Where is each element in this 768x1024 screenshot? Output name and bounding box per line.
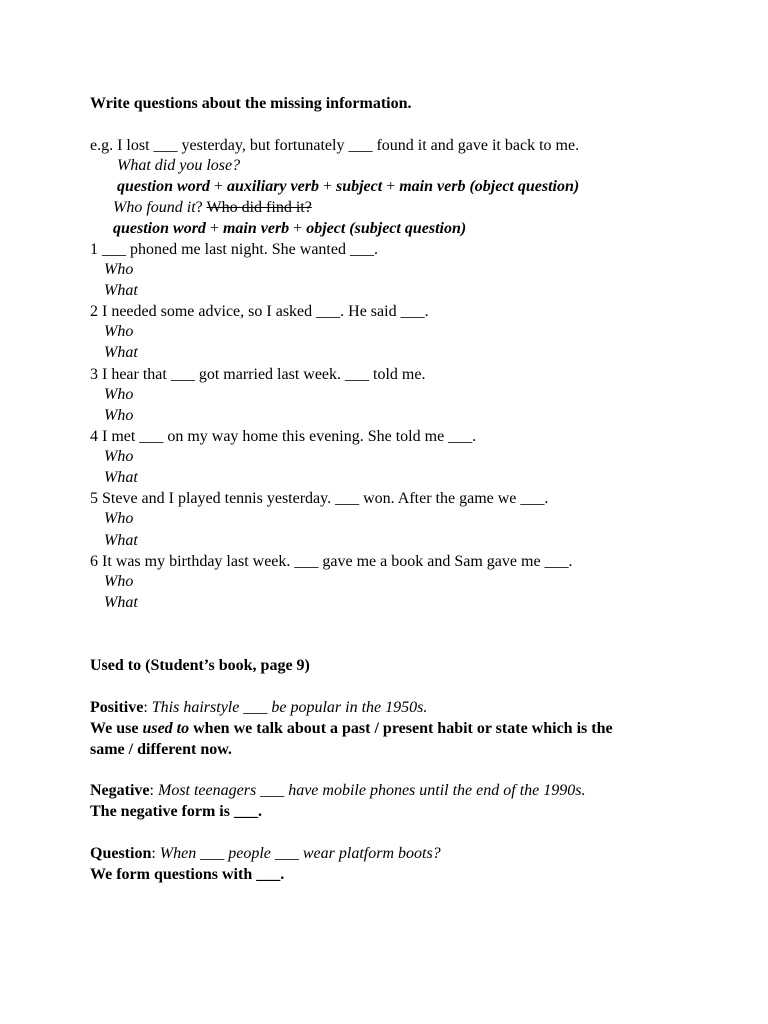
exercise-6-sentence: 6 It was my birthday last week. ___ gave me a book and Sam gave me ___. — [90, 553, 573, 570]
example-object-question: What did you lose? — [117, 157, 241, 174]
example-subject-question: Who found it? Who did find it? — [113, 199, 312, 216]
exercise-3-answer-2: Who — [104, 407, 134, 424]
exercise-6-answer-1: Who — [104, 573, 134, 590]
positive-rule: We use used to when we talk about a past / present habit or state which is the — [90, 720, 613, 737]
exercise-5-answer-1: Who — [104, 510, 134, 527]
positive-rule-continued: same / different now. — [90, 741, 232, 758]
negative-example: Negative: Most teenagers ___ have mobile phones until the end of the 1990s. — [90, 782, 586, 799]
object-question-rule: question word + auxiliary verb + subject + main verb (object question) — [117, 178, 580, 195]
exercise-4-sentence: 4 I met ___ on my way home this evening. She told me ___. — [90, 428, 477, 445]
exercise-5-answer-2: What — [104, 532, 138, 549]
exercise-1-answer-1: Who — [104, 261, 134, 278]
exercise-1-answer-2: What — [104, 282, 138, 299]
incorrect-question: Who did find it? — [206, 199, 312, 216]
used-to-heading: Used to (Student’s book, page 9) — [90, 657, 310, 674]
question-example: Question: When ___ people ___ wear platform boots? — [90, 845, 441, 862]
example-sentence: e.g. I lost ___ yesterday, but fortunately ___ found it and gave it back to me. — [90, 137, 580, 154]
exercise-3-sentence: 3 I hear that ___ got married last week. ___ told me. — [90, 366, 426, 383]
exercise-5-sentence: 5 Steve and I played tennis yesterday. ___ won. After the game we ___. — [90, 490, 549, 507]
positive-example: Positive: This hairstyle ___ be popular in the 1950s. — [90, 699, 428, 716]
exercise-6-answer-2: What — [104, 594, 138, 611]
exercise-2-sentence: 2 I needed some advice, so I asked ___. He said ___. — [90, 303, 429, 320]
subject-question-rule: question word + main verb + object (subject question) — [113, 220, 467, 237]
exercise-3-answer-1: Who — [104, 386, 134, 403]
exercise-2-answer-2: What — [104, 344, 138, 361]
exercise-4-answer-2: What — [104, 469, 138, 486]
exercise-4-answer-1: Who — [104, 448, 134, 465]
question-rule: We form questions with ___. — [90, 866, 285, 883]
exercise-heading: Write questions about the missing information. — [90, 95, 412, 112]
exercise-2-answer-1: Who — [104, 323, 134, 340]
exercise-1-sentence: 1 ___ phoned me last night. She wanted ___. — [90, 241, 378, 258]
negative-rule: The negative form is ___. — [90, 803, 262, 820]
